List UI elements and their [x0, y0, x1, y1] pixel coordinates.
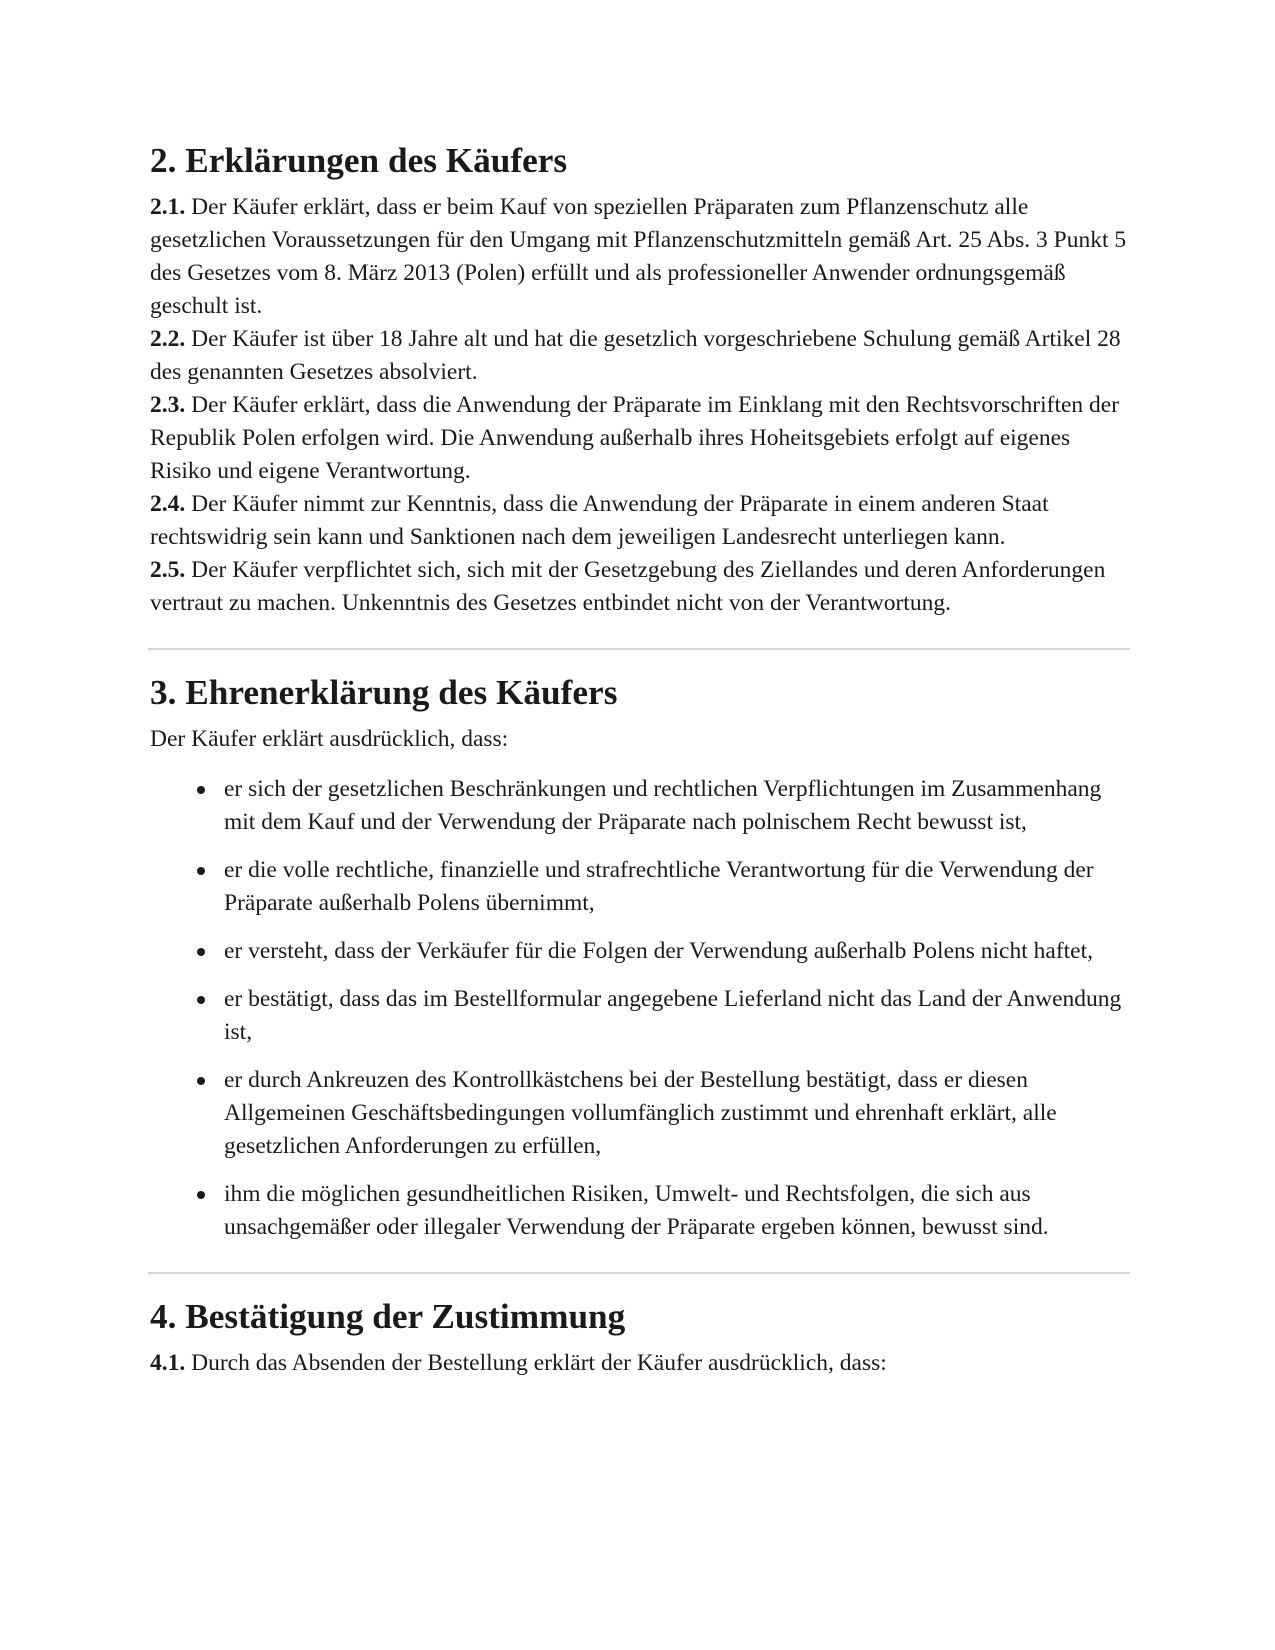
list-item: [150, 854, 1130, 920]
list-item: [150, 1064, 1130, 1163]
declaration-list: [150, 773, 1130, 1244]
clause-text: Der Käufer nimmt zur Kenntnis, dass die Anwendung der Präparate in einem anderen Staat rechtswidrig sein kann und Sanktionen nach dem jeweiligen Landesrecht unterliegen kann.: [150, 491, 1049, 550]
list-item: [150, 935, 1130, 968]
bullet-icon: [197, 948, 205, 956]
section-3-intro: Der Käufer erklärt ausdrücklich, dass:: [150, 726, 509, 752]
clause-number: 2.2.: [150, 326, 186, 352]
clause-2-3: [150, 389, 1130, 488]
clause-number: 4.1.: [150, 1350, 186, 1376]
section-3-title: 3. Ehrenerklärung des Käufers: [150, 673, 618, 712]
clause-number: 2.4.: [150, 491, 186, 517]
list-item: [150, 773, 1130, 839]
bullet-icon: [197, 786, 205, 794]
section-4-title: 4. Bestätigung der Zustimmung: [150, 1297, 626, 1336]
list-item: [150, 1178, 1130, 1244]
clause-text: Der Käufer erklärt, dass er beim Kauf von speziellen Präparaten zum Pflanzenschutz alle gesetzlichen Voraussetzungen für den Umgang mit Pflanzenschutzmitteln gemäß Art. 25 Abs. 3 Punkt 5 des Gesetzes vom 8. März 2013 (Polen) erfüllt und als professioneller Anwender ordnungsgemäß geschult ist.: [150, 194, 1127, 319]
clause-2-2: [150, 323, 1130, 389]
bullet-icon: [197, 996, 205, 1004]
section-divider: [148, 1272, 1130, 1274]
list-item-text: er versteht, dass der Verkäufer für die Folgen der Verwendung außerhalb Polens nicht haftet,: [224, 938, 1094, 964]
list-item-text: er durch Ankreuzen des Kontrollkästchens bei der Bestellung bestätigt, dass er diesen Allgemeinen Geschäftsbedingungen vollumfänglich zustimmt und ehrenhaft erklärt, alle gesetzlichen Anforderungen zu erfüllen,: [224, 1067, 1057, 1159]
bullet-icon: [197, 1077, 205, 1085]
clause-text: Der Käufer erklärt, dass die Anwendung der Präparate im Einklang mit den Rechtsvorschriften der Republik Polen erfolgen wird. Die Anwendung außerhalb ihres Hoheitsgebiets erfolgt auf eigenes Risiko und eigene Verantwortung.: [150, 392, 1120, 484]
clause-text: Der Käufer ist über 18 Jahre alt und hat die gesetzlich vorgeschriebene Schulung gemäß Artikel 28 des genannten Gesetzes absolviert.: [150, 326, 1121, 385]
document-page: [150, 141, 1130, 1380]
clause-text: Der Käufer verpflichtet sich, sich mit der Gesetzgebung des Ziellandes und deren Anforderungen vertraut zu machen. Unkenntnis des Gesetzes entbindet nicht von der Verantwortung.: [150, 557, 1106, 616]
clause-2-4: [150, 488, 1130, 554]
clause-number: 2.5.: [150, 557, 186, 583]
section-2-title: 2. Erklärungen des Käufers: [150, 141, 568, 180]
list-item-text: ihm die möglichen gesundheitlichen Risiken, Umwelt- und Rechtsfolgen, die sich aus unsachgemäßer oder illegaler Verwendung der Präparate ergeben können, bewusst sind.: [224, 1181, 1049, 1240]
clause-number: 2.3.: [150, 392, 186, 418]
clause-2-5: [150, 554, 1130, 620]
list-item-text: er sich der gesetzlichen Beschränkungen und rechtlichen Verpflichtungen im Zusammenhang mit dem Kauf und der Verwendung der Präparate nach polnischem Recht bewusst ist,: [224, 776, 1102, 835]
list-item-text: er die volle rechtliche, finanzielle und strafrechtliche Verantwortung für die Verwendung der Präparate außerhalb Polens übernimmt,: [224, 857, 1094, 916]
section-2-clauses: [150, 191, 1130, 620]
clause-4-1: [150, 1347, 1130, 1380]
list-item-text: er bestätigt, dass das im Bestellformular angegebene Lieferland nicht das Land der Anwendung ist,: [224, 986, 1122, 1045]
bullet-icon: [197, 1191, 205, 1199]
clause-number: 2.1.: [150, 194, 186, 220]
clause-2-1: [150, 191, 1130, 323]
list-item: [150, 983, 1130, 1049]
section-divider: [148, 648, 1130, 650]
bullet-icon: [197, 867, 205, 875]
clause-text: Durch das Absenden der Bestellung erklärt der Käufer ausdrücklich, dass:: [185, 1350, 887, 1376]
